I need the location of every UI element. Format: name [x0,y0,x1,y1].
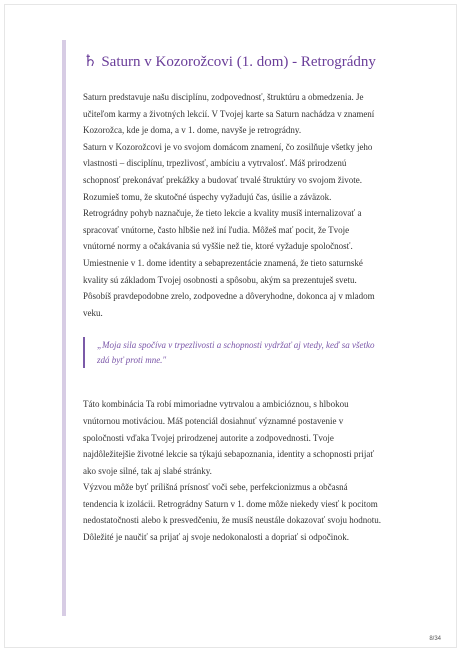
page-content [83,50,383,546]
quote-accent-bar [83,337,85,368]
pull-quote [83,337,383,368]
saturn-symbol-icon: ♄ [83,53,98,70]
intro-paragraph [83,89,383,321]
closing-text-1: Táto kombinácia Ta robí mimoriadne vytrvalou a ambicióznou, s hlbokou vnútornou motiváciou. Máš potenciál dosiahnuť významné postavenie v spoločnosti vďaka Tvojej prirodzenej autorite a zodpovednosti. Tvoje najdôležitejšie životné lekcie sa týkajú sebapoznania, identity a schopnosti prijať ako svoje silné, tak aj slabé stránky. [83,399,375,476]
intro-text-3: Retrográdny pohyb naznačuje, že tieto lekcie a kvality musíš internalizovať a spracovať vnútorne, často hlbšie než iní ľudia. Môžeš mať pocit, že Tvoje vnútorné normy a očakávania sú vyššie než tie, ktoré vyžaduje spoločnosť. [83,208,362,252]
section-title-text: Saturn v Kozorožcovi (1. dom) - Retrográdny [101,54,376,70]
intro-text-4: Umiestnenie v 1. dome identity a sebaprezentácie znamená, že tieto saturnské kvality sú základom Tvojej osobnosti a spôsobu, akým sa prezentuješ svetu. Pôsobíš pravdepodobne zrelo, zodpovedne a dôveryhodne, dokonca aj v mladom veku. [83,257,375,318]
intro-text-2: Saturn v Kozorožcovi je vo svojom domácom znamení, čo zosilňuje všetky jeho vlastnosti – disciplínu, trpezlivosť, ambíciu a vytrvalosť. Máš prirodzenú schopnosť prekonávať prekážky a budovať trvalé štruktúry vo svojom živote. Rozumieš tomu, že skutočné úspechy vyžadujú čas, úsilie a záväzok. [83,141,373,202]
intro-text-1: Saturn predstavuje našu disciplínu, zodpovednosť, štruktúru a obmedzenia. Je učiteľom karmy a životných lekcií. V Tvojej karte sa Saturn nachádza v znamení Kozorožca, kde je doma, a v 1. dome, navyše je retrográdny. [83,92,375,136]
closing-text-2: Výzvou môže byť prílišná prísnosť voči sebe, perfekcionizmus a občasná tendencia k izolácii. Retrográdny Saturn v 1. dome môže niekedy viesť k pocitom nedostatočnosti alebo k presvedčeniu, že musíš neustále dokazovať svoju hodnotu. Dôležité je naučiť sa prijať aj svoje nedokonalosti a dopriať si odpočinok. [83,482,382,543]
section-title [83,50,383,74]
page-number: 8/34 [429,636,441,642]
pull-quote-text: „Moja sila spočíva v trpezlivosti a schopnosti vydržať aj vtedy, keď sa všetko zdá byť proti mne." [97,340,375,365]
closing-paragraph [83,396,383,545]
decorative-side-bar [62,40,66,616]
